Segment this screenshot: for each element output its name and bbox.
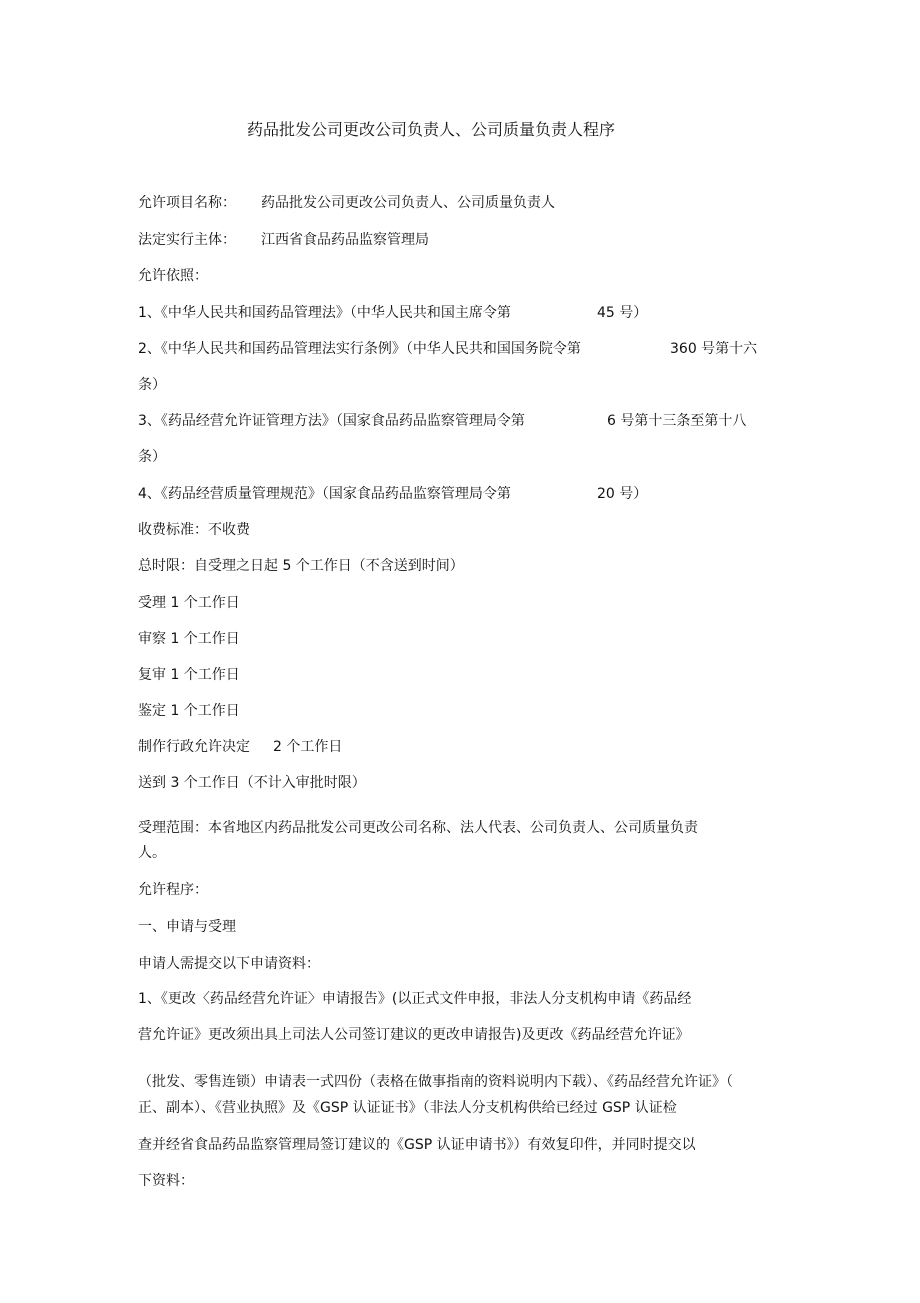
text-line: 一、申请与受理 xyxy=(138,919,236,935)
text-line: 送到 3 个工作日（不计入审批时限） xyxy=(138,775,366,791)
text-line: 人。 xyxy=(138,845,166,861)
text-line: 受理 1 个工作日 xyxy=(138,595,240,611)
text-line-continuation: 药品批发公司更改公司负责人、公司质量负责人 xyxy=(261,195,555,211)
text-line: 1、《中华人民共和国药品管理法》（中华人民共和国主席令第 xyxy=(138,305,511,321)
text-line: 允许程序： xyxy=(138,882,208,898)
text-line: 鉴定 1 个工作日 xyxy=(138,703,240,719)
text-line: 法定实行主体： xyxy=(138,232,236,248)
text-line: 申请人需提交以下申请资料： xyxy=(138,956,320,972)
text-line: 收费标准：不收费 xyxy=(138,522,250,538)
text-line-continuation: 20 号） xyxy=(597,486,648,502)
text-line: 3、《药品经营允许证管理方法》（国家食品药品监察管理局令第 xyxy=(138,413,525,429)
text-line: 审察 1 个工作日 xyxy=(138,631,240,647)
text-line: 复审 1 个工作日 xyxy=(138,667,240,683)
text-line-continuation: 2 个工作日 xyxy=(273,739,343,755)
text-line-continuation: 360 号第十六 xyxy=(670,341,758,357)
text-line: 总时限：自受理之日起 5 个工作日（不含送到时间） xyxy=(138,558,464,574)
text-line: 下资料： xyxy=(138,1173,194,1189)
text-line: 制作行政允许决定 xyxy=(138,739,250,755)
text-line: （批发、零售连锁）申请表一式四份（表格在做事指南的资料说明内下载）、《药品经营允许证》（ xyxy=(138,1074,733,1090)
text-line: 1、《更改〈药品经营允许证〉申请报告》(以正式文件申报，非法人分支机构申请《药品经 xyxy=(138,991,692,1007)
text-line: 条） xyxy=(138,449,166,465)
text-line: 4、《药品经营质量管理规范》（国家食品药品监察管理局令第 xyxy=(138,486,511,502)
text-line-continuation: 江西省食品药品监察管理局 xyxy=(261,232,429,248)
text-line: 条） xyxy=(138,377,166,393)
text-line: 受理范围：本省地区内药品批发公司更改公司名称、法人代表、公司负责人、公司质量负责 xyxy=(138,820,698,836)
text-line: 正、副本）、《营业执照》及《GSP 认证证书》（非法人分支机构供给已经过 GSP 认证检 xyxy=(138,1100,677,1116)
text-line: 营允许证》更改须出具上司法人公司签订建议的更改申请报告)及更改《药品经营允许证》 xyxy=(138,1027,690,1043)
document-title: 药品批发公司更改公司负责人、公司质量负责人程序 xyxy=(247,120,616,139)
text-line: 允许依照： xyxy=(138,268,208,284)
text-line-continuation: 6 号第十三条至第十八 xyxy=(607,413,747,429)
text-line: 查并经省食品药品监察管理局签订建议的《GSP 认证申请书》）有效复印件，并同时提交以 xyxy=(138,1137,696,1153)
text-line: 2、《中华人民共和国药品管理法实行条例》（中华人民共和国国务院令第 xyxy=(138,341,581,357)
text-line: 允许项目名称： xyxy=(138,195,236,211)
text-line-continuation: 45 号） xyxy=(597,305,648,321)
